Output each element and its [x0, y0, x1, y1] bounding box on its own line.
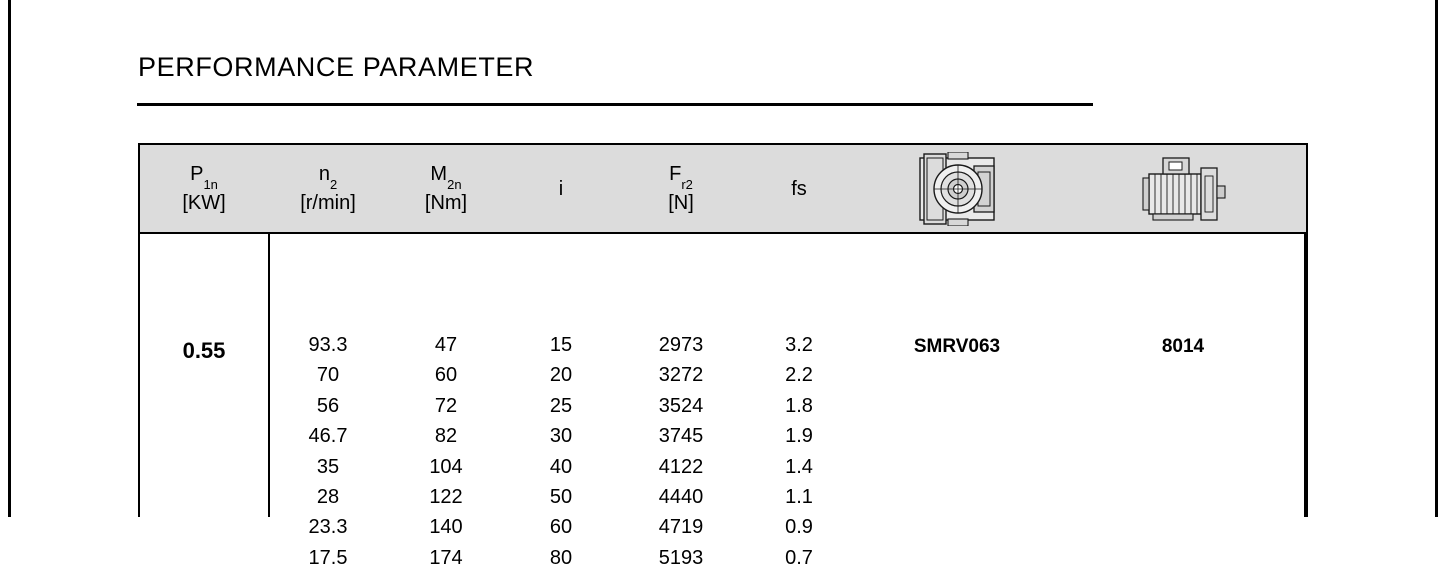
header-cell-p1n — [140, 145, 268, 232]
table-cell: 23.3 — [308, 516, 348, 539]
table-cell: 1.9 — [785, 425, 813, 448]
header-cell-motor — [1060, 145, 1306, 232]
table-cell: 40 — [549, 455, 573, 478]
page-right-edge-rule — [1435, 0, 1438, 517]
table-cell: 3272 — [658, 364, 704, 387]
table-cell: 93.3 — [308, 334, 348, 356]
column-n2 — [268, 330, 388, 573]
table-cell: 70 — [316, 364, 340, 387]
header-cell-i — [504, 145, 618, 232]
electric-motor-icon — [1139, 154, 1227, 224]
header-symbol-fs: fs — [791, 177, 807, 200]
table-cell: 4440 — [658, 485, 704, 508]
table-cell: 72 — [434, 394, 458, 417]
table-cell: 3745 — [658, 425, 704, 448]
header-cell-n2 — [268, 145, 388, 232]
header-cell-gearbox — [854, 145, 1060, 232]
table-cell: 56 — [316, 394, 340, 417]
table-cell: 2.2 — [785, 364, 813, 387]
table-cell: 82 — [434, 425, 458, 448]
table-body — [140, 234, 1306, 569]
header-subscript-p1n: 1n — [203, 177, 218, 193]
table-cell: 60 — [434, 364, 458, 387]
table-cell: 140 — [429, 516, 463, 539]
header-symbol-i: i — [558, 177, 564, 200]
table-cell: 60 — [549, 516, 573, 539]
table-cell: 50 — [549, 485, 573, 508]
header-cell-fr2 — [618, 145, 744, 232]
column-motor-model — [1060, 332, 1306, 362]
table-cell: 4719 — [658, 516, 704, 539]
table-cell: 1.8 — [785, 394, 813, 417]
table-cell: 0.7 — [785, 546, 813, 569]
header-subscript-fr2: r2 — [681, 177, 693, 193]
table-cell: 8014 — [1161, 336, 1205, 357]
column-i — [504, 330, 618, 573]
header-symbol-fr2: F — [669, 163, 682, 186]
table-cell: 35 — [316, 455, 340, 478]
cell-p1n-value: 0.55 — [182, 338, 226, 363]
table-cell: 28 — [316, 485, 340, 508]
table-cell: 20 — [549, 364, 573, 387]
header-unit-n2: [r/min] — [300, 191, 356, 214]
column-fr2 — [618, 330, 744, 573]
column-m2n — [388, 330, 504, 573]
table-cell: SMRV063 — [913, 336, 1001, 357]
table-cell: 25 — [549, 394, 573, 417]
table-cell: 104 — [429, 455, 463, 478]
header-cell-fs — [744, 145, 854, 232]
header-unit-p1n: [KW] — [182, 191, 226, 214]
table-cell: 2973 — [658, 334, 704, 356]
column-divider-right — [1304, 234, 1306, 517]
table-cell: 3.2 — [785, 334, 813, 356]
table-cell: 5193 — [658, 546, 704, 569]
table-cell: 0.9 — [785, 516, 813, 539]
header-symbol-n2: n — [318, 163, 330, 186]
page-left-edge-rule — [8, 0, 11, 517]
table-cell: 30 — [549, 425, 573, 448]
table-cell: 3524 — [658, 394, 704, 417]
table-cell: 122 — [429, 485, 463, 508]
worm-gearbox-icon — [918, 152, 996, 226]
header-subscript-m2n: 2n — [447, 177, 462, 193]
table-cell: 47 — [434, 334, 458, 356]
header-symbol-p1n: P — [190, 163, 204, 186]
header-cell-m2n — [388, 145, 504, 232]
table-cell: 1.1 — [785, 485, 813, 508]
table-header-row — [140, 145, 1306, 234]
column-gearbox-model — [854, 332, 1060, 362]
header-unit-m2n: [Nm] — [424, 191, 468, 214]
table-cell: 80 — [549, 546, 573, 569]
header-symbol-m2n: M — [430, 163, 448, 186]
header-unit-fr2: [N] — [668, 191, 694, 214]
table-cell: 17.5 — [308, 546, 348, 569]
table-cell: 174 — [429, 546, 463, 569]
column-fs — [744, 330, 854, 573]
table-cell: 4122 — [658, 455, 704, 478]
performance-parameter-table — [138, 143, 1308, 569]
table-cell: 15 — [549, 334, 573, 356]
page-title: PERFORMANCE PARAMETER — [138, 52, 535, 82]
header-subscript-n2: 2 — [329, 177, 338, 193]
table-cell: 1.4 — [785, 455, 813, 478]
title-underline — [137, 103, 1093, 106]
table-cell: 46.7 — [308, 425, 348, 448]
